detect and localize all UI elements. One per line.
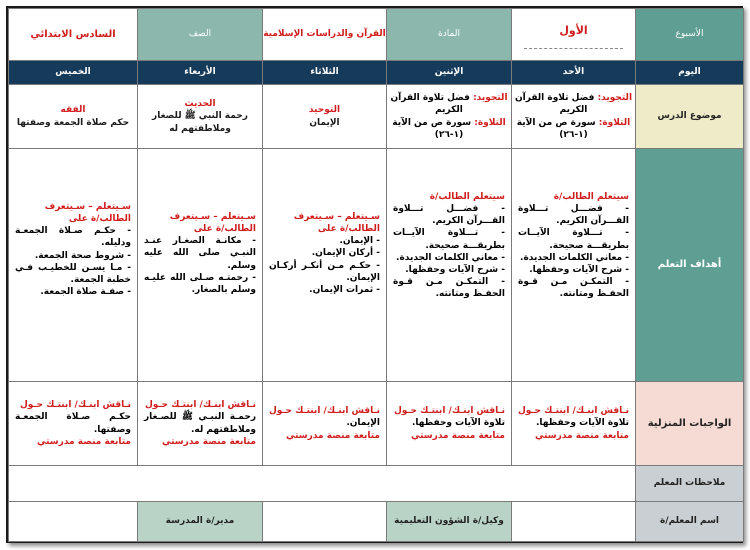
principal-signature-field[interactable] bbox=[9, 502, 138, 542]
homework-head: نـاقش ابنـك/ ابنتـك حـول bbox=[19, 400, 131, 411]
topic-line: (١-٢٦) bbox=[559, 129, 588, 140]
homework-head: نـاقش ابنـك/ ابنتـك حـول bbox=[393, 406, 505, 417]
homework-body: رحمـة النبـي ﷺ للصـغار وملاطفتهم له. bbox=[144, 412, 256, 435]
objective-item: - تـــلاوة الآيــات بطريقـــة صحيحة. bbox=[393, 228, 505, 251]
subject-value: القرآن والدراسات الإسلامية bbox=[263, 9, 387, 61]
topic-title: الفقه bbox=[60, 105, 86, 116]
objectives-cell-monday bbox=[387, 149, 512, 382]
objective-item: - التمكـن مـن قـوة الحفـظ ومتانته. bbox=[518, 276, 629, 300]
objective-item: - رحمتـه صـلى الله عليـه وسلم بالصغار. bbox=[144, 272, 256, 295]
header-row bbox=[9, 9, 744, 61]
objective-item: - أركان الإيمان. bbox=[311, 248, 380, 259]
topic-line: التلاوة: سورة ص من الآية bbox=[516, 117, 631, 128]
notes-label: ملاحظات المعلم bbox=[636, 466, 744, 502]
homework-body: الإيمان. bbox=[346, 418, 380, 429]
grade-value: السادس الابتدائي bbox=[9, 9, 138, 61]
homework-cell-wednesday bbox=[138, 382, 263, 466]
homework-head: نـاقش ابنـك/ ابنتـك حـول bbox=[517, 406, 629, 417]
week-number: الأول bbox=[559, 23, 588, 37]
objectives-head: سيتعلم الطالب/ة bbox=[429, 192, 505, 202]
objective-item: - تـــلاوة الآيــات بطريقـــة صحيحة. bbox=[518, 228, 629, 251]
day-tuesday: الثلاثاء bbox=[263, 61, 387, 85]
topic-subtitle: الإيمان bbox=[309, 117, 340, 128]
objective-item: - معاني الكلمات الجديدة. bbox=[520, 252, 629, 263]
topic-row bbox=[9, 85, 744, 149]
homework-body: تلاوة الآيات وحفظها. bbox=[411, 418, 505, 429]
homework-body: حكـم صـلاة الجمعـة وصفتها. bbox=[15, 412, 131, 435]
objective-item: - التمكـن مـن قـوة الحفـظ ومتانته. bbox=[393, 276, 505, 300]
objectives-row bbox=[9, 149, 744, 382]
homework-head: نـاقش ابنـك/ ابنتـك حـول bbox=[268, 406, 380, 417]
homework-foot: متابعة منصة مدرستي bbox=[411, 430, 505, 441]
topic-cell-monday bbox=[387, 85, 512, 149]
topic-cell-thursday bbox=[9, 85, 138, 149]
objectives-cell-tuesday bbox=[263, 149, 387, 382]
notes-field[interactable] bbox=[9, 466, 636, 502]
topic-line: التجويد: فضل تلاوة القرآن الكريم bbox=[514, 93, 633, 116]
homework-cell-sunday bbox=[512, 382, 636, 466]
objective-item: - فضـــل تـــلاوة القـــرآن الكريم. bbox=[393, 204, 505, 227]
homework-cell-tuesday bbox=[263, 382, 387, 466]
day-sunday: الأحد bbox=[512, 61, 636, 85]
week-value bbox=[512, 9, 636, 61]
days-row bbox=[9, 61, 744, 85]
topic-label: موضوع الدرس bbox=[636, 85, 744, 149]
topic-subtitle: رحمة النبي ﷺ للصغار bbox=[152, 111, 248, 122]
objectives-cell-wednesday bbox=[138, 149, 263, 382]
homework-foot: متابعة منصة مدرستي bbox=[162, 436, 256, 447]
day-monday: الإثنين bbox=[387, 61, 512, 85]
homework-cell-thursday bbox=[9, 382, 138, 466]
teacher-name-field[interactable] bbox=[512, 502, 636, 542]
topic-line: (١-٢٦) bbox=[434, 129, 464, 140]
objective-item: - ثمرات الإيمان. bbox=[309, 284, 380, 295]
objectives-head: سيتعلم الطالب/ة bbox=[553, 192, 629, 202]
homework-body: تلاوة الآيات وحفظها. bbox=[535, 418, 629, 429]
deputy-label: وكيل/ة الشؤون التعليمية bbox=[387, 502, 512, 542]
objectives-label: أهداف التعلم bbox=[636, 149, 744, 382]
objectives-head: سـيتعلم – سـيتعرف الطالب/ة على bbox=[169, 212, 256, 235]
homework-head: نـاقش ابنـك/ ابنتـك حـول bbox=[144, 400, 256, 411]
topic-title: الحديث bbox=[184, 99, 216, 110]
objective-item: - الإيمان. bbox=[339, 236, 380, 247]
principal-label: مدير/ة المدرسة bbox=[138, 502, 263, 542]
day-thursday: الخميس bbox=[9, 61, 138, 85]
objective-item: - حكـم صـلاة الجمعـة ودليله. bbox=[15, 226, 131, 249]
weekly-plan-page bbox=[6, 6, 743, 543]
day-wednesday: الأربعاء bbox=[138, 61, 263, 85]
topic-subtitle: وملاطفتهم له bbox=[169, 123, 231, 134]
topic-line: التلاوة: سورة ص من الآية bbox=[392, 117, 506, 128]
topic-cell-tuesday bbox=[263, 85, 387, 149]
notes-row bbox=[9, 466, 744, 502]
homework-row bbox=[9, 382, 744, 466]
topic-subtitle: حكم صلاة الجمعة وصفتها bbox=[16, 117, 130, 128]
homework-foot: متابعة منصة مدرستي bbox=[37, 436, 131, 447]
objective-item: - شرح الآيات وحفظها. bbox=[529, 264, 629, 275]
week-label: الأسبوع bbox=[636, 9, 744, 61]
homework-foot: متابعة منصة مدرستي bbox=[535, 430, 629, 441]
objective-item: - حكـم مـن أنكـر أركـان الإيمان. bbox=[269, 260, 380, 283]
objective-item: - مـا يسـن للخطيـب فـي خطبة الجمعة. bbox=[15, 262, 131, 285]
objectives-head: سـيتعلم – سـيتعرف الطالب/ة على bbox=[293, 212, 380, 235]
objective-item: - مكانـة الصغـار عنـد النبـي صلى الله عليه وسلم. bbox=[144, 236, 256, 271]
objective-item: - شروط صحة الجمعة. bbox=[34, 250, 131, 261]
objectives-head: سـيتعلم – سـيتعرف الطالب/ة على bbox=[44, 202, 131, 225]
weekly-plan-table bbox=[8, 8, 744, 542]
objectives-cell-thursday bbox=[9, 149, 138, 382]
topic-cell-wednesday bbox=[138, 85, 263, 149]
homework-label: الواجبات المنزلية bbox=[636, 382, 744, 466]
grade-label: الصف bbox=[138, 9, 263, 61]
topic-line: التجويد: فضل تلاوة القرآن الكريم bbox=[390, 93, 508, 116]
subject-label: المادة bbox=[387, 9, 512, 61]
objective-item: - صفـة صلاة الجمعة. bbox=[40, 286, 131, 297]
topic-title: التوحيد bbox=[308, 105, 341, 116]
week-dash-line bbox=[524, 48, 622, 49]
homework-foot: متابعة منصة مدرستي bbox=[286, 430, 380, 441]
day-label: اليوم bbox=[636, 61, 744, 85]
deputy-signature-field[interactable] bbox=[263, 502, 387, 542]
objective-item: - فضـــل تـــلاوة القـــرآن الكريم. bbox=[518, 204, 629, 227]
topic-cell-sunday bbox=[512, 85, 636, 149]
objectives-cell-sunday bbox=[512, 149, 636, 382]
homework-cell-monday bbox=[387, 382, 512, 466]
signatures-row bbox=[9, 502, 744, 542]
teacher-name-label: اسم المعلم/ة bbox=[636, 502, 744, 542]
objective-item: - شرح الآيات وحفظها. bbox=[405, 264, 505, 275]
objective-item: - معاني الكلمات الجديدة. bbox=[396, 252, 505, 263]
